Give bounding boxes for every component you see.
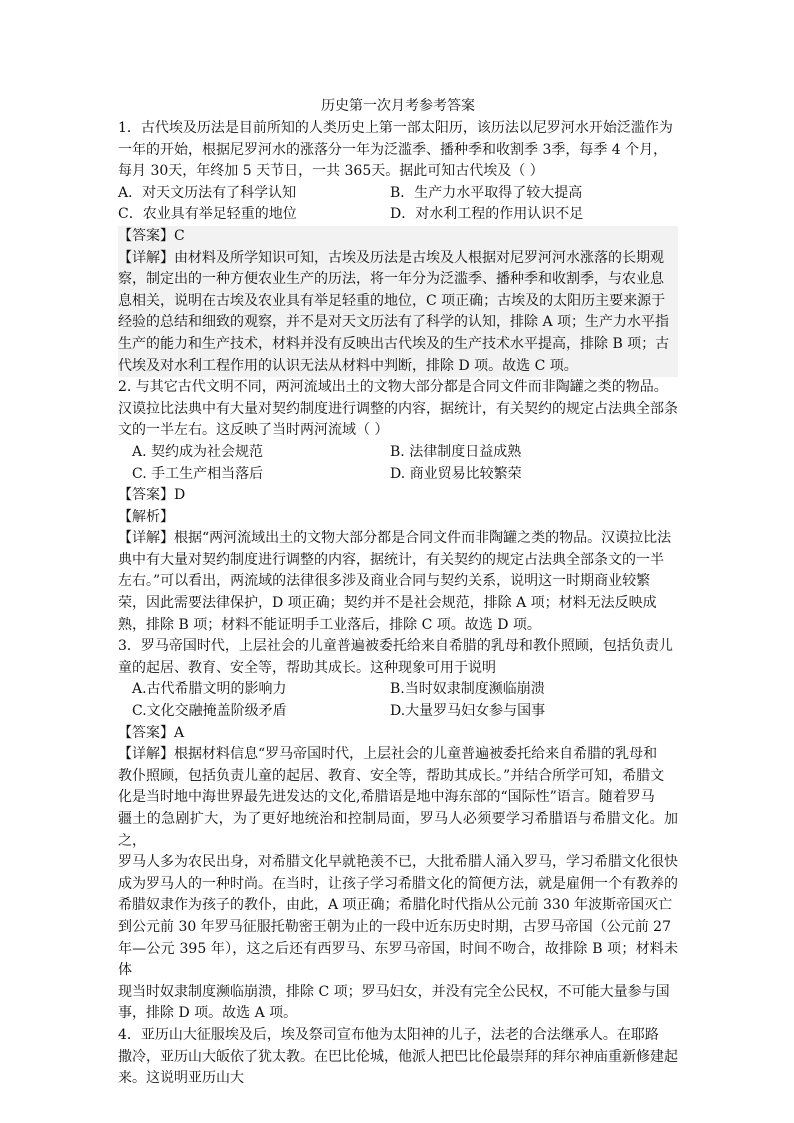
detail-line: 疆土的急剧扩大，为了更好地统治和控制局面，罗马人必须要学习希腊语与希腊文化。加之， [118, 811, 678, 849]
question-text-line: 撒冷，亚历山大皈依了犹太教。在巴比伦城，他派人把巴比伦最崇拜的拜尔神庙重新修建起 [118, 1048, 678, 1065]
detail-line: 荣，因此需要法律保护，D 项正确；契约并不是社会规范，排除 A 项；材料无法反映成 [118, 595, 657, 612]
answer-label: 【答案】C [118, 227, 185, 244]
options [118, 183, 678, 226]
option-c: C．农业具有举足轻重的地位 [118, 206, 297, 223]
detail-line: 罗马人多为农民出身，对希腊文化早就艳羡不已，大批希腊人涌入罗马，学习希腊文化很快 [118, 854, 678, 871]
analysis-label: 【解析】 [118, 508, 174, 525]
detail-line: 事，排除 D 项。故选 A 项。 [118, 1005, 298, 1022]
option-a: A.古代希腊文明的影响力 [132, 681, 287, 698]
answer-label: 【答案】D [118, 487, 186, 504]
detail-line: 息相关，说明在古埃及农业具有举足轻重的地位，C 项正确；古埃及的太阳历主要来源于 [118, 292, 666, 309]
detail-line: 察，制定出的一种方便农业生产的历法，将一年分为泛滥季、播种季和收割季，与农业息 [118, 271, 664, 288]
detail-line: 年—公元 395 年），这之后还有西罗马、东罗马帝国，时间不吻合，故排除 B 项；材料未体 [118, 940, 678, 979]
question-text-line: 文的一半左右。这反映了当时两河流域（ ） [118, 422, 389, 439]
question-4 [118, 1025, 678, 1090]
detail-line: 化是当时地中海世界最先进发达的文化,希腊语是地中海东部的“国际性”语言。随着罗马 [118, 789, 655, 806]
question-2 [118, 377, 678, 636]
question-text-line: 汉谟拉比法典中有大量对契约制度进行调整的内容，据统计，有关契约的规定占法典全部条 [118, 400, 678, 417]
option-c: C.文化交融掩盖阶级矛盾 [132, 703, 287, 720]
question-text-line: 一年的开始，根据尼罗河水的涨落分一年为泛滥季、播种季和收割季 3季，每季 4 个月， [118, 141, 668, 158]
option-b: B. 法律制度日益成熟 [390, 443, 522, 460]
options [118, 679, 678, 722]
detail-line: 经验的总结和细致的观察，并不是对天文历法有了科学的认知，排除 A 项；生产力水平指 [118, 314, 670, 331]
page-title: 历史第一次月考参考答案 [321, 98, 475, 114]
question-3 [118, 636, 678, 1025]
option-b: B.当时奴隶制度濒临崩溃 [390, 681, 545, 698]
question-text-line: 1．古代埃及历法是目前所知的人类历史上第一部太阳历，该历法以尼罗河水开始泛滥作为 [118, 120, 673, 136]
option-a: A. 契约成为社会规范 [132, 443, 264, 460]
answer-block [118, 226, 678, 377]
option-d: D.大量罗马妇女参与国事 [390, 703, 546, 720]
detail-line: 教仆照顾，包括负责儿童的起居、教育、安全等，帮助其成长。”并结合所学可知，希腊文 [118, 767, 665, 784]
detail-line: 到公元前 30 年罗马征服托勒密王朝为止的一段中近东历史时期，古罗马帝国（公元前 27 [118, 918, 671, 935]
detail-line: 【详解】根据材料信息“罗马帝国时代，上层社会的儿童普遍被委托给来自希腊的乳母和 [118, 746, 658, 763]
detail-line: 【详解】根据“两河流域出土的文物大部分都是合同文件而非陶罐之类的物品。汉谟拉比法 [118, 530, 672, 547]
question-text-line: 每月 30天，年终加 5 天节日，一共 365天。据此可知古代埃及（ ） [118, 163, 544, 180]
detail-line: 左右。”可以看出，两流域的法律很多涉及商业合同与契约关系，说明这一时期商业较繁 [118, 573, 651, 590]
question-text-line: 4．亚历山大征服埃及后，埃及祭司宣布他为太阳神的儿子，法老的合法继承人。在耶路 [118, 1026, 659, 1043]
question-text-line: 2. 与其它古代文明不同，两河流域出土的文物大部分都是合同文件而非陶罐之类的物品。 [118, 379, 668, 396]
detail-line: 【详解】由材料及所学知识可知，古埃及历法是古埃及人根据对尼罗河河水涨落的长期观 [118, 249, 664, 266]
detail-line: 生产的能力和生产技术，材料并没有反映出古代埃及的生产技术水平提高，排除 B 项；古 [118, 335, 670, 352]
question-text-line: 来。这说明亚历山大 [118, 1070, 244, 1087]
question-text-line: 童的起居、教育、安全等，帮助其成长。这种现象可用于说明 [118, 659, 496, 676]
option-b: B．生产力水平取得了较大提高 [390, 184, 583, 201]
answer-document [118, 96, 678, 1090]
options [118, 442, 678, 485]
option-c: C. 手工生产相当落后 [132, 465, 264, 482]
option-d: D．对水利工程的作用认识不足 [390, 206, 584, 223]
option-a: A．对天文历法有了科学认知 [118, 184, 297, 201]
detail-line: 熟，排除 B 项；材料不能证明手工业落后，排除 C 项。故选 D 项。 [118, 616, 541, 633]
answer-label: 【答案】A [118, 724, 185, 741]
question-1 [118, 118, 678, 377]
detail-line: 现当时奴隶制度濒临崩溃，排除 C 项；罗马妇女，并没有完全公民权，不可能大量参与国 [118, 983, 670, 1000]
question-text-line: 3．罗马帝国时代，上层社会的儿童普遍被委托给来自希腊的乳母和教仆照顾，包括负责儿 [118, 638, 673, 655]
detail-line: 代埃及对水利工程作用的认识无法从材料中判断，排除 D 项。故选 C 项。 [118, 357, 578, 374]
option-d: D. 商业贸易比较繁荣 [390, 465, 522, 482]
detail-line: 希腊奴隶作为孩子的教仆，由此，A 项正确；希腊化时代指从公元前 330 年波斯帝国灭亡 [118, 897, 673, 914]
detail-line: 典中有大量对契约制度进行调整的内容，据统计，有关契约的规定占法典全部条文的一半 [118, 551, 664, 568]
detail-line: 成为罗马人的一种时尚。在当时，让孩子学习希腊文化的简便方法，就是雇佣一个有教养的 [118, 875, 678, 892]
